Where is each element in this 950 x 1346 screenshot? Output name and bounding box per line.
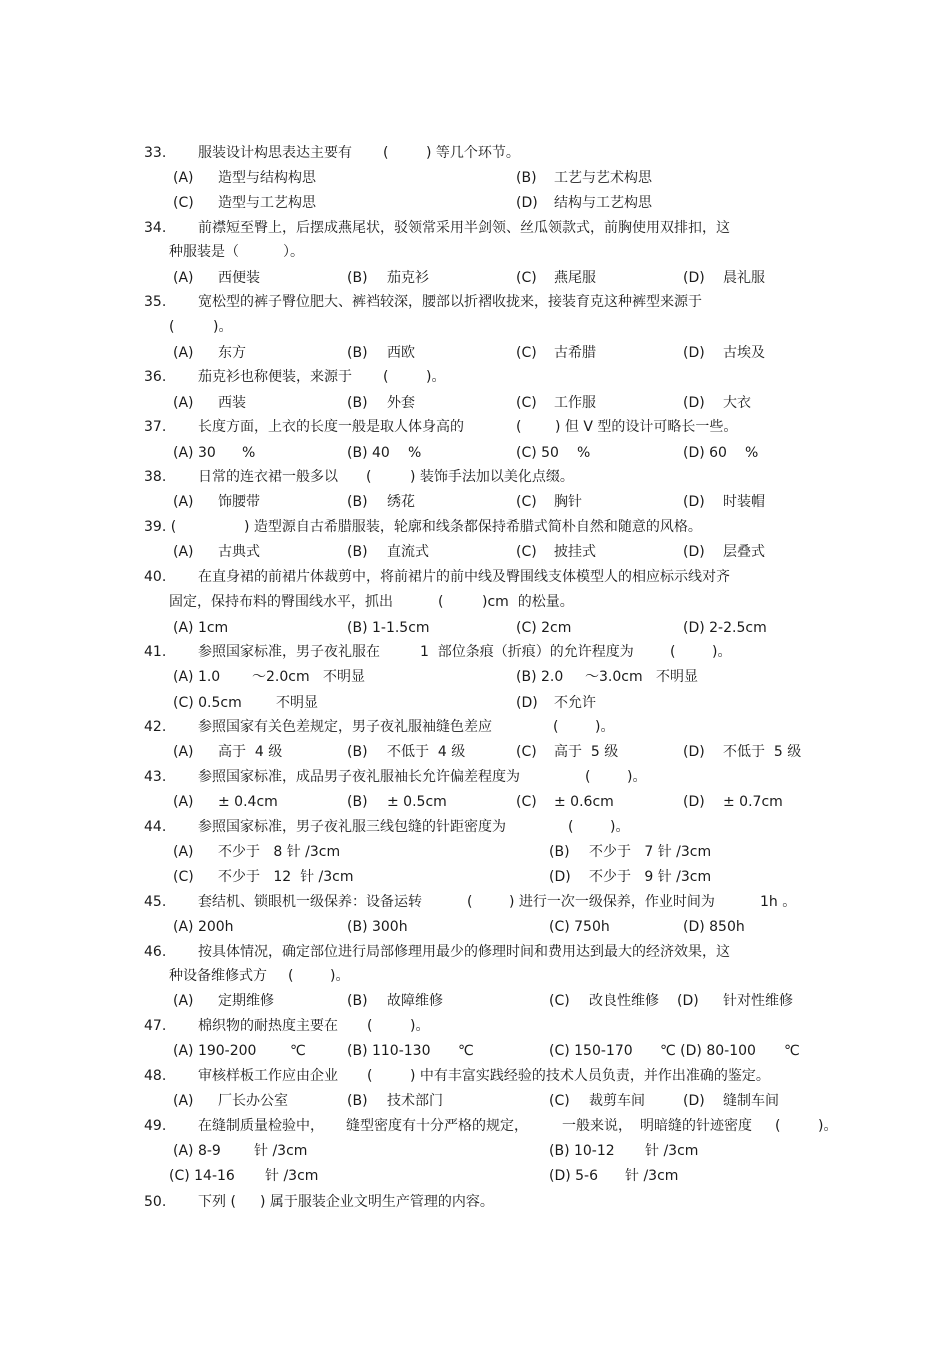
text-segment: (B): [347, 395, 368, 411]
text-segment: %: [242, 445, 256, 461]
text-segment: ) 中有丰富实践经验的技术人员负责，并作出准确的鉴定。: [410, 1068, 770, 1084]
text-segment: 不少于 9 针 /3cm: [589, 869, 712, 885]
text-segment: ℃: [458, 1043, 474, 1059]
text-segment: 明暗缝的针迹密度: [640, 1118, 752, 1134]
text-segment: (A): [173, 993, 194, 1009]
text-segment: (D): [683, 794, 705, 810]
text-segment: (C) 0.5cm: [173, 695, 242, 711]
text-segment: (A): [173, 270, 194, 286]
text-segment: 针 /3cm: [625, 1168, 679, 1184]
text-segment: 在缝制质量检验中，: [198, 1118, 324, 1134]
text-segment: 参照国家标准，男子夜礼服三线包缝的针距密度为: [198, 819, 506, 835]
text-segment: 时装帽: [723, 494, 765, 510]
text-segment: (A): [173, 395, 194, 411]
text-segment: 48.: [144, 1068, 167, 1084]
text-segment: (C): [516, 494, 537, 510]
text-segment: (C): [516, 794, 537, 810]
text-segment: )。: [712, 644, 732, 660]
text-segment: 针 /3cm: [645, 1143, 699, 1159]
text-segment: ℃: [290, 1043, 306, 1059]
text-segment: (C): [516, 544, 537, 560]
text-segment: (B): [347, 544, 368, 560]
text-segment: 种服装是（: [169, 244, 239, 260]
text-segment: 38.: [144, 469, 167, 485]
text-segment: )。: [610, 819, 630, 835]
text-segment: (D): [683, 395, 705, 411]
text-segment: (: [553, 719, 559, 735]
text-segment: 44.: [144, 819, 167, 835]
text-segment: 37.: [144, 419, 167, 435]
text-segment: (: [585, 769, 591, 785]
text-segment: 下列 (: [198, 1194, 236, 1210]
text-segment: 42.: [144, 719, 167, 735]
text-segment: 参照国家标准，成品男子夜礼服袖长允许偏差程度为: [198, 769, 520, 785]
text-segment: ～2.0cm 不明显: [252, 669, 365, 685]
text-segment: 45.: [144, 894, 167, 910]
text-segment: 技术部门: [387, 1093, 443, 1109]
text-segment: (C) 150-170: [549, 1043, 633, 1059]
text-segment: 胸针: [554, 494, 582, 510]
text-segment: 西欧: [387, 345, 415, 361]
text-segment: (A): [173, 544, 194, 560]
text-segment: (D) 60: [683, 445, 727, 461]
text-segment: 日常的连衣裙一般多以: [198, 469, 338, 485]
text-segment: 大衣: [723, 395, 751, 411]
text-segment: (: [367, 1068, 373, 1084]
text-segment: 1h 。: [760, 894, 797, 910]
text-segment: (C) 14-16: [169, 1168, 235, 1184]
text-segment: (: [438, 594, 444, 610]
text-segment: (A) 8-9: [173, 1143, 221, 1159]
text-segment: 饰腰带: [218, 494, 260, 510]
text-segment: (C) 2cm: [516, 620, 572, 636]
text-segment: (: [366, 469, 372, 485]
text-segment: )。: [330, 968, 350, 984]
text-segment: )。: [595, 719, 615, 735]
text-segment: (: [467, 894, 473, 910]
text-segment: 高于 4 级: [218, 744, 283, 760]
text-segment: )cm 的松量。: [482, 594, 574, 610]
text-segment: (D): [683, 744, 705, 760]
text-segment: (D): [683, 494, 705, 510]
text-segment: (A): [173, 744, 194, 760]
text-segment: 36.: [144, 369, 167, 385]
text-segment: 绣花: [387, 494, 415, 510]
text-segment: 结构与工艺构思: [554, 195, 652, 211]
text-segment: 层叠式: [723, 544, 765, 560]
text-segment: 东方: [218, 345, 246, 361]
text-segment: (C): [516, 270, 537, 286]
text-segment: ± 0.4cm: [218, 794, 278, 810]
text-segment: (D): [683, 1093, 705, 1109]
text-segment: 针 /3cm: [265, 1168, 319, 1184]
text-segment: (A) 30: [173, 445, 216, 461]
text-segment: 在直身裙的前裙片体裁剪中，将前裙片的前中线及臀围线支体模型人的相应标示线对齐: [198, 569, 730, 585]
text-segment: 40.: [144, 569, 167, 585]
text-segment: 缝型密度有十分严格的规定，: [346, 1118, 528, 1134]
text-segment: ) 等几个环节。: [426, 145, 520, 161]
text-segment: %: [408, 445, 422, 461]
text-segment: 49.: [144, 1118, 167, 1134]
text-segment: (C) 750h: [549, 919, 610, 935]
text-segment: 不允许: [554, 695, 596, 711]
text-segment: 34.: [144, 220, 167, 236]
text-segment: ± 0.6cm: [554, 794, 614, 810]
text-segment: (D): [516, 695, 538, 711]
text-segment: 服装设计构思表达主要有: [198, 145, 352, 161]
text-segment: (B): [347, 345, 368, 361]
text-segment: ) 装饰手法加以美化点缀。: [410, 469, 574, 485]
text-segment: 工作服: [554, 395, 596, 411]
text-segment: (D) 5-6: [549, 1168, 599, 1184]
text-segment: 厂长办公室: [218, 1093, 288, 1109]
text-segment: 50.: [144, 1194, 167, 1210]
text-segment: (A): [173, 345, 194, 361]
text-segment: (C): [516, 345, 537, 361]
text-segment: 西装: [218, 395, 246, 411]
text-segment: 造型与结构构思: [218, 170, 316, 186]
text-segment: (: [367, 1018, 373, 1034]
text-segment: 晨礼服: [723, 270, 765, 286]
text-segment: 39. (: [144, 519, 177, 535]
text-segment: (B): [347, 1093, 368, 1109]
text-segment: (B) 110-130: [347, 1043, 431, 1059]
text-segment: 一般来说，: [562, 1118, 632, 1134]
text-segment: (B): [347, 270, 368, 286]
text-segment: (: [670, 644, 676, 660]
text-segment: (B) 2.0: [516, 669, 564, 685]
text-segment: (D): [549, 869, 571, 885]
text-segment: (B): [347, 494, 368, 510]
text-segment: 不少于 8 针 /3cm: [218, 844, 341, 860]
text-segment: 古典式: [218, 544, 260, 560]
text-segment: 缝制车间: [723, 1093, 779, 1109]
text-segment: ）。: [283, 244, 304, 260]
text-segment: 不少于 7 针 /3cm: [589, 844, 712, 860]
text-segment: 古希腊: [554, 345, 596, 361]
text-segment: (D): [683, 270, 705, 286]
text-segment: 41.: [144, 644, 167, 660]
text-segment: 造型与工艺构思: [218, 195, 316, 211]
text-segment: (B): [347, 744, 368, 760]
text-segment: (A): [173, 794, 194, 810]
text-segment: ) 但 V 型的设计可略长一些。: [555, 419, 738, 435]
text-segment: 外套: [387, 395, 415, 411]
text-segment: 35.: [144, 294, 167, 310]
text-segment: (B) 300h: [347, 919, 408, 935]
text-segment: 33.: [144, 145, 167, 161]
text-segment: 按具体情况，确定部位进行局部修理用最少的修理时间和费用达到最大的经济效果，这: [198, 944, 730, 960]
text-segment: )。: [426, 369, 446, 385]
text-segment: 固定，保持布料的臀围线水平，抓出: [169, 594, 393, 610]
text-segment: (A) 200h: [173, 919, 234, 935]
text-segment: (A) 1cm: [173, 620, 229, 636]
text-segment: (B) 40: [347, 445, 390, 461]
text-segment: 套结机、锁眼机一级保养：设备运转: [198, 894, 422, 910]
text-segment: 高于 5 级: [554, 744, 619, 760]
text-segment: (A): [173, 844, 194, 860]
text-segment: 茄克衫也称便装，来源于: [198, 369, 352, 385]
text-segment: 1 部位条痕（折痕）的允许程度为: [420, 644, 634, 660]
text-segment: (D): [683, 345, 705, 361]
text-segment: )。: [410, 1018, 430, 1034]
text-segment: 参照国家标准，男子夜礼服在: [198, 644, 380, 660]
text-segment: (A) 1.0: [173, 669, 221, 685]
text-segment: 针对性维修: [723, 993, 793, 1009]
text-segment: ± 0.7cm: [723, 794, 783, 810]
text-segment: 种设备维修式方: [169, 968, 267, 984]
text-segment: (D) 2-2.5cm: [683, 620, 767, 636]
text-segment: ℃: [784, 1043, 800, 1059]
text-segment: )。: [213, 319, 233, 335]
text-segment: 不明显: [276, 695, 318, 711]
text-segment: 茄克衫: [387, 270, 429, 286]
text-segment: 不低于 4 级: [387, 744, 466, 760]
text-segment: (: [568, 819, 574, 835]
text-segment: 西便装: [218, 270, 260, 286]
text-segment: 改良性维修: [589, 993, 659, 1009]
text-segment: 宽松型的裤子臀位肥大、裤裆较深，腰部以折褶收拢来，接装育克这种裤型来源于: [198, 294, 702, 310]
text-segment: (B): [347, 794, 368, 810]
text-segment: (: [383, 145, 389, 161]
text-segment: 不少于 12 针 /3cm: [218, 869, 354, 885]
text-segment: 定期维修: [218, 993, 274, 1009]
text-segment: 47.: [144, 1018, 167, 1034]
text-segment: 裁剪车间: [589, 1093, 645, 1109]
text-segment: 46.: [144, 944, 167, 960]
text-segment: 针 /3cm: [254, 1143, 308, 1159]
text-segment: (B): [516, 170, 537, 186]
text-segment: 前襟短至臀上，后摆成燕尾状，驳领常采用半剑领、丝瓜领款式，前胸使用双排扣，这: [198, 220, 730, 236]
text-segment: 故障维修: [387, 993, 443, 1009]
text-segment: 披挂式: [554, 544, 596, 560]
text-segment: (C) 50: [516, 445, 559, 461]
text-segment: )。: [627, 769, 647, 785]
text-segment: (B) 10-12: [549, 1143, 615, 1159]
text-segment: (B): [347, 993, 368, 1009]
text-segment: ) 属于服装企业文明生产管理的内容。: [260, 1194, 494, 1210]
text-segment: (C): [173, 869, 194, 885]
text-segment: (A) 190-200: [173, 1043, 257, 1059]
text-segment: 长度方面，上衣的长度一般是取人体身高的: [198, 419, 464, 435]
text-segment: (: [169, 319, 175, 335]
text-segment: ～3.0cm 不明显: [585, 669, 698, 685]
text-segment: (: [288, 968, 294, 984]
text-segment: (D) 850h: [683, 919, 745, 935]
text-segment: 燕尾服: [554, 270, 596, 286]
text-segment: 审核样板工作应由企业: [198, 1068, 338, 1084]
text-segment: ) 进行一次一级保养，作业时间为: [509, 894, 715, 910]
text-segment: (C): [549, 993, 570, 1009]
text-segment: (: [383, 369, 389, 385]
text-segment: ± 0.5cm: [387, 794, 447, 810]
text-segment: (D): [516, 195, 538, 211]
text-segment: 古埃及: [723, 345, 765, 361]
text-segment: 直流式: [387, 544, 429, 560]
text-segment: %: [577, 445, 591, 461]
text-segment: 参照国家有关色差规定，男子夜礼服袖缝色差应: [198, 719, 492, 735]
text-segment: (B): [549, 844, 570, 860]
text-segment: (A): [173, 170, 194, 186]
text-segment: (A): [173, 1093, 194, 1109]
text-segment: (: [775, 1118, 781, 1134]
text-segment: )。: [818, 1118, 838, 1134]
text-segment: 棉织物的耐热度主要在: [198, 1018, 338, 1034]
text-segment: (C): [516, 395, 537, 411]
text-segment: (D): [683, 544, 705, 560]
text-segment: (B) 1-1.5cm: [347, 620, 430, 636]
text-segment: (: [516, 419, 522, 435]
text-segment: (C): [549, 1093, 570, 1109]
text-segment: (C): [516, 744, 537, 760]
text-segment: ) 造型源自古希腊服装，轮廓和线条都保持希腊式简朴自然和随意的风格。: [244, 519, 702, 535]
text-segment: ℃ (D) 80-100: [660, 1043, 756, 1059]
text-segment: 工艺与艺术构思: [554, 170, 652, 186]
text-segment: %: [745, 445, 759, 461]
text-segment: (D): [677, 993, 699, 1009]
text-segment: 43.: [144, 769, 167, 785]
text-segment: (A): [173, 494, 194, 510]
text-segment: 不低于 5 级: [723, 744, 802, 760]
text-segment: (C): [173, 195, 194, 211]
